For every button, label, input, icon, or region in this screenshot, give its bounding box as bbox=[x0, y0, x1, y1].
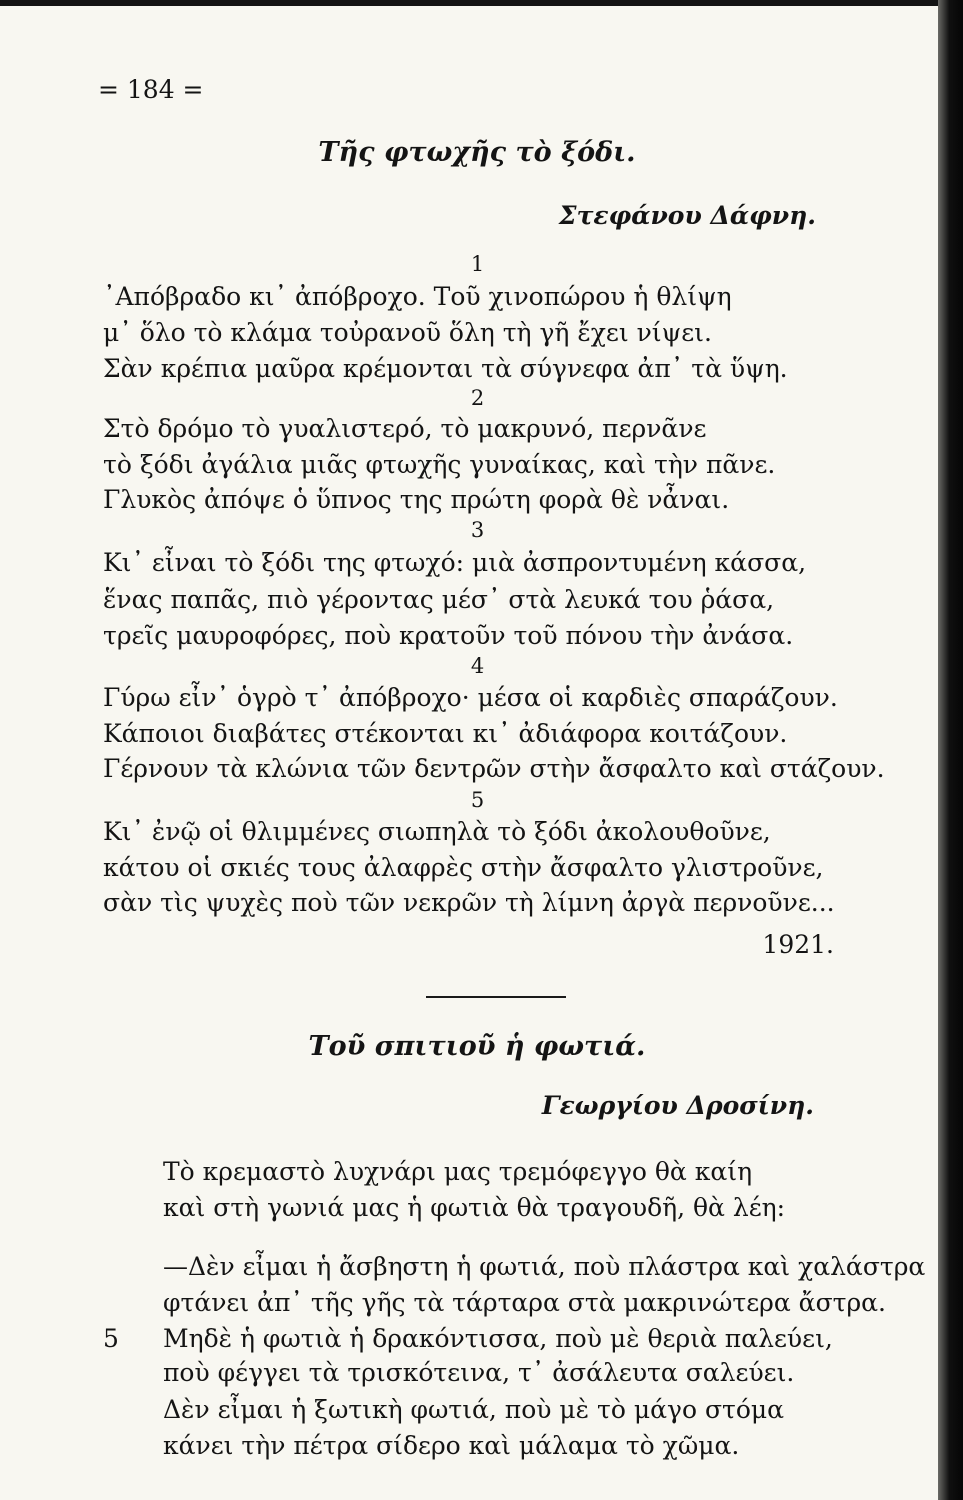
poem-line: ποὺ φέγγει τὰ τρισκότεινα, τ᾿ ἀσάλευτα σαλεύει. bbox=[163, 1358, 795, 1387]
poem-line: κάτου οἱ σκιές τους ἀλαφρὲς στὴν ἄσφαλτο γλιστροῦνε, bbox=[103, 853, 824, 882]
poem-line: —Δὲν εἶμαι ἡ ἄσβηστη ἡ φωτιά, ποὺ πλάστρα καὶ χαλάστρα bbox=[163, 1252, 926, 1281]
poem-line: Κι᾿ ἐνῷ οἱ θλιμμένες σιωπηλὰ τὸ ξόδι ἀκολουθοῦνε, bbox=[103, 817, 771, 846]
line-number-marker: 5 bbox=[103, 1324, 119, 1353]
poem1-author: Στεφάνου Δάφνη. bbox=[558, 201, 816, 230]
stanza-number: 5 bbox=[470, 788, 485, 812]
poem-year: 1921. bbox=[762, 930, 834, 959]
poem-line: ἕνας παπᾶς, πιὸ γέροντας μέσ᾿ στὰ λευκά του ῥάσα, bbox=[103, 585, 775, 614]
stanza-number: 2 bbox=[470, 386, 485, 410]
poem-line: Κάποιοι διαβάτες στέκονται κι᾿ ἀδιάφορα κοιτάζουν. bbox=[103, 719, 788, 748]
poem-line: Κι᾿ εἶναι τὸ ξόδι της φτωχό: μιὰ ἀσπροντυμένη κάσσα, bbox=[103, 548, 807, 577]
stanza-number: 1 bbox=[470, 252, 485, 276]
poem-line: ᾿Απόβραδο κι᾿ ἀπόβροχο. Τοῦ χινοπώρου ἡ θλίψη bbox=[103, 282, 732, 311]
poem-line: Μηδὲ ἡ φωτιὰ ἡ δρακόντισσα, ποὺ μὲ θεριὰ παλεύει, bbox=[163, 1324, 833, 1353]
poem2-title: Τοῦ σπιτιοῦ ἡ φωτιά. bbox=[308, 1031, 646, 1062]
poem-line: Δὲν εἶμαι ἡ ξωτικὴ φωτιά, ποὺ μὲ τὸ μάγο στόμα bbox=[163, 1395, 785, 1424]
stanza-number: 3 bbox=[470, 518, 485, 542]
poem-line: φτάνει ἀπ᾿ τῆς γῆς τὰ τάρταρα στὰ μακρινώτερα ἄστρα. bbox=[163, 1288, 886, 1317]
poem-line: Γέρνουν τὰ κλώνια τῶν δεντρῶν στὴν ἄσφαλτο καὶ στάζουν. bbox=[103, 754, 885, 783]
poem-line: Σὰν κρέπια μαῦρα κρέμονται τὰ σύγνεφα ἀπ᾿ τὰ ὕψη. bbox=[103, 354, 788, 383]
page-number: = 184 = bbox=[98, 75, 204, 104]
poem-line: Τὸ κρεμαστὸ λυχνάρι μας τρεμόφεγγο θὰ καίη bbox=[163, 1157, 753, 1186]
poem-line: τρεῖς μαυροφόρες, ποὺ κρατοῦν τοῦ πόνου τὴν ἀνάσα. bbox=[103, 621, 794, 650]
page-edge-shadow bbox=[938, 0, 963, 1500]
poem-line: καὶ στὴ γωνιά μας ἡ φωτιὰ θὰ τραγουδῆ, θὰ λέη: bbox=[163, 1193, 786, 1222]
poem-line: Γλυκὸς ἀπόψε ὁ ὕπνος της πρώτη φορὰ θὲ νἆναι. bbox=[103, 485, 730, 514]
poem-line: Γύρω εἶν᾿ ὁγρὸ τ᾿ ἀπόβροχο· μέσα οἱ καρδιὲς σπαράζουν. bbox=[103, 683, 838, 712]
section-divider bbox=[426, 996, 566, 998]
poem-line: μ᾿ ὅλο τὸ κλάμα τοὐρανοῦ ὅλη τὴ γῆ ἔχει νίψει. bbox=[103, 318, 712, 347]
poem2-author: Γεωργίου Δροσίνη. bbox=[541, 1091, 814, 1120]
page-top-border bbox=[0, 0, 938, 6]
poem-line: Στὸ δρόμο τὸ γυαλιστερό, τὸ μακρυνό, περνᾶνε bbox=[103, 414, 707, 443]
poem1-title: Τῆς φτωχῆς τὸ ξόδι. bbox=[318, 137, 636, 168]
poem-line: σὰν τὶς ψυχὲς ποὺ τῶν νεκρῶν τὴ λίμνη ἀργὰ περνοῦνε... bbox=[103, 888, 835, 917]
poem-line: κάνει τὴν πέτρα σίδερο καὶ μάλαμα τὸ χῶμα. bbox=[163, 1431, 740, 1460]
stanza-number: 4 bbox=[470, 654, 485, 678]
poem-line: τὸ ξόδι ἀγάλια μιᾶς φτωχῆς γυναίκας, καὶ τὴν πᾶνε. bbox=[103, 450, 776, 479]
